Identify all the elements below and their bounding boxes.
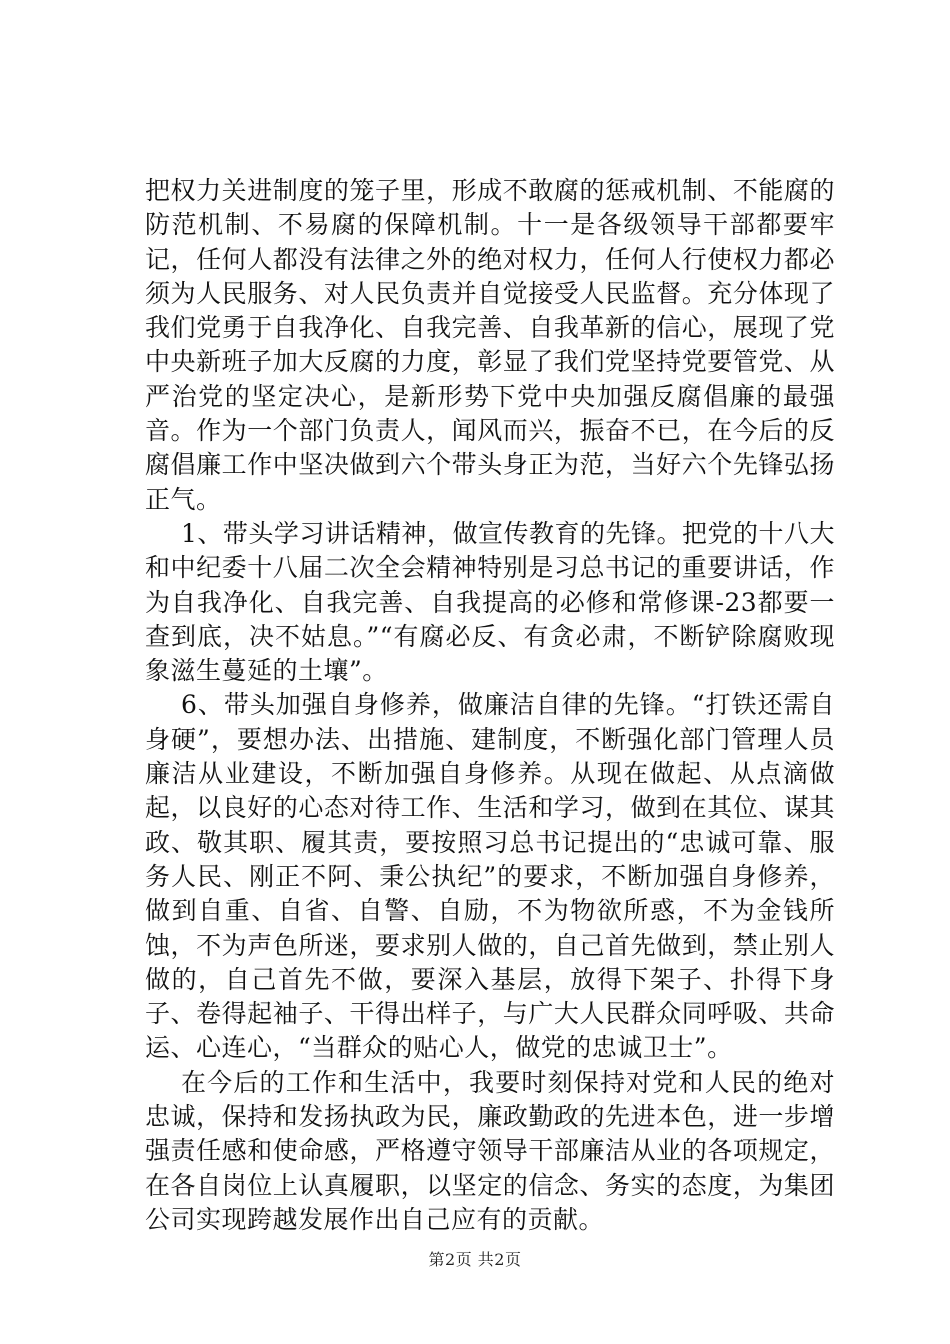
paragraph-item-6: 6、带头加强自身修养，做廉洁自律的先锋。“打铁还需自身硬”，要想办法、出措施、建制度，不断强化部门管理人员廉洁从业建设，不断加强自身修养。从现在做起、从点滴做起，以良好的心态对待工作、生活和学习，做到在其位、谋其政、敬其职、履其责，要按照习总书记提出的“忠诚可靠、服务人民、刚正不阿、秉公执纪”的要求，不断加强自身修养，做到自重、自省、自警、自励，不为物欲所惑，不为金钱所蚀，不为声色所迷，要求别人做的，自己首先做到，禁止别人做的，自己首先不做，要深入基层，放得下架子、扑得下身子、卷得起袖子、干得出样子，与广大人民群众同呼吸、共命运、心连心，“当群众的贴心人，做党的忠诚卫士”。 <box>145 690 835 1063</box>
paragraph-continuation: 把权力关进制度的笼子里，形成不敢腐的惩戒机制、不能腐的防范机制、不易腐的保障机制。十一是各级领导干部都要牢记，任何人都没有法律之外的绝对权力，任何人行使权力都必须为人民服务、对人民负责并自觉接受人民监督。充分体现了我们党勇于自我净化、自我完善、自我革新的信心，展现了党中央新班子加大反腐的力度，彰显了我们党坚持党要管党、从严治党的坚定决心，是新形势下党中央加强反腐倡廉的最强音。作为一个部门负责人，闻风而兴，振奋不已，在今后的反腐倡廉工作中坚决做到六个带头身正为范，当好六个先锋弘扬正气。 <box>145 176 835 514</box>
paragraph-conclusion: 在今后的工作和生活中，我要时刻保持对党和人民的绝对忠诚，保持和发扬执政为民，廉政勤政的先进本色，进一步增强责任感和使命感，严格遵守领导干部廉洁从业的各项规定，在各自岗位上认真履职，以坚定的信念、务实的态度，为集团公司实现跨越发展作出自己应有的贡献。 <box>145 1067 835 1234</box>
page-number-footer: 第2页 共2页 <box>428 1250 522 1269</box>
paragraph-item-1: 1、带头学习讲话精神，做宣传教育的先锋。把党的十八大和中纪委十八届二次全会精神特别是习总书记的重要讲话，作为自我净化、自我完善、自我提高的必修和常修课-23都要一查到底，决不姑息。”“有腐必反、有贪必肃，不断铲除腐败现象滋生蔓延的土壤”。 <box>145 518 835 686</box>
document-body <box>145 174 835 1237</box>
